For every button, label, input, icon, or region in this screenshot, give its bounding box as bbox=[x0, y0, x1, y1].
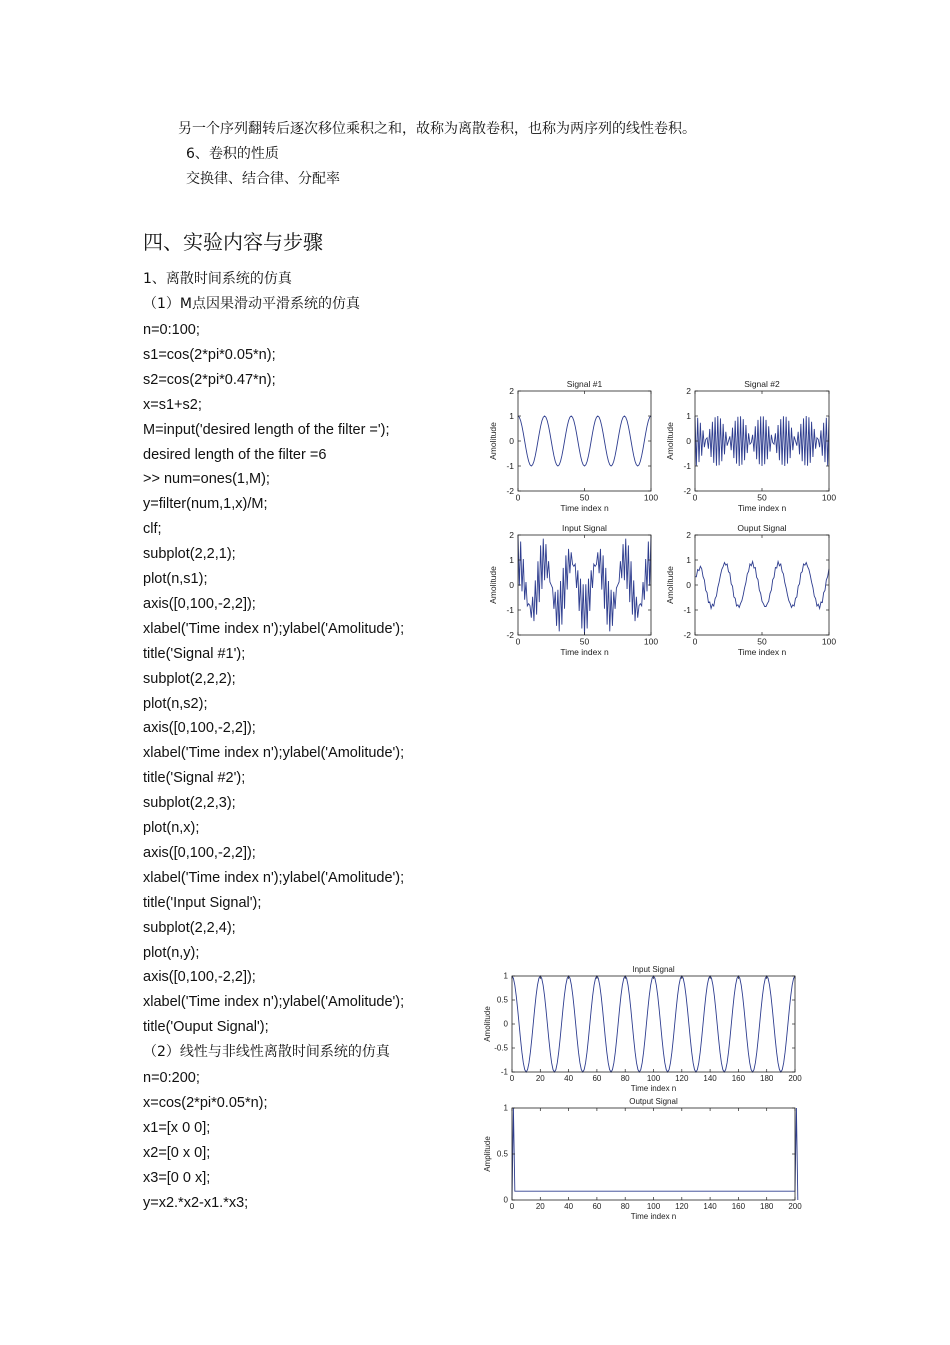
code-line: plot(n,y); bbox=[143, 944, 200, 961]
code-line: y=filter(num,1,x)/M; bbox=[143, 496, 268, 513]
x-tick-label: 140 bbox=[703, 1202, 717, 1211]
x-axis-label: Time index n bbox=[630, 1212, 677, 1221]
chart-title: Input Signal bbox=[632, 965, 675, 974]
y-tick-label: 0 bbox=[503, 1019, 508, 1029]
x-tick-label: 40 bbox=[564, 1074, 574, 1083]
x-tick-label: 120 bbox=[675, 1202, 689, 1211]
figure-moving-average bbox=[478, 370, 848, 674]
x-tick-label: 180 bbox=[760, 1202, 774, 1211]
code-line: x1=[x 0 0]; bbox=[143, 1120, 211, 1136]
code-line: xlabel('Time index n');ylabel('Amolitude'); bbox=[143, 745, 405, 762]
chart-title: Ouput Signal bbox=[737, 523, 787, 533]
code-line: s1=cos(2*pi*0.05*n); bbox=[143, 346, 276, 363]
y-tick-label: 0 bbox=[686, 579, 691, 590]
series-line bbox=[695, 416, 829, 466]
figure-2-svg bbox=[470, 958, 815, 1228]
x-tick-label: 50 bbox=[757, 492, 767, 503]
code-line: x=cos(2*pi*0.05*n); bbox=[143, 1095, 268, 1111]
code-line: >> num=ones(1,M); bbox=[143, 471, 270, 488]
y-axis-label: Amolitude bbox=[665, 422, 675, 460]
x-tick-label: 160 bbox=[731, 1202, 746, 1211]
y-tick-label: 1 bbox=[503, 1103, 508, 1113]
code-line: title('Signal #2'); bbox=[143, 770, 246, 787]
y-tick-label: 0.5 bbox=[496, 995, 508, 1005]
series-line bbox=[695, 562, 829, 609]
y-axis-label: Amplitude bbox=[483, 1136, 492, 1172]
chart-4 bbox=[665, 523, 836, 657]
code-line: title('Ouput Signal'); bbox=[143, 1019, 269, 1036]
y-tick-label: 1 bbox=[686, 554, 691, 565]
y-tick-label: 1 bbox=[686, 410, 691, 421]
plot-frame bbox=[695, 535, 829, 635]
x-tick-label: 100 bbox=[646, 1202, 661, 1211]
y-tick-label: -1 bbox=[683, 604, 691, 615]
x-tick-label: 200 bbox=[788, 1202, 802, 1211]
code-line: y=x2.*x2-x1.*x3; bbox=[143, 1195, 249, 1211]
series-line bbox=[512, 1108, 798, 1200]
x-tick-label: 0 bbox=[509, 1074, 515, 1083]
chart-title: Signal #1 bbox=[566, 379, 603, 389]
code-line: n=0:200; bbox=[143, 1070, 200, 1086]
subsection-1-title: （1）M点因果滑动平滑系统的仿真 bbox=[143, 296, 360, 312]
code-line: xlabel('Time index n');ylabel('Amolitude'); bbox=[143, 620, 405, 637]
y-axis-label: Amolitude bbox=[488, 422, 498, 460]
y-tick-label: 0 bbox=[509, 579, 514, 590]
x-tick-label: 0 bbox=[509, 1202, 515, 1211]
chart-2 bbox=[665, 379, 836, 513]
item-1-title: 1、离散时间系统的仿真 bbox=[143, 271, 292, 287]
y-tick-label: 2 bbox=[686, 385, 691, 396]
code-line: title('Input Signal'); bbox=[143, 894, 262, 911]
code-line: x=s1+s2; bbox=[143, 396, 202, 413]
x-tick-label: 20 bbox=[535, 1202, 545, 1211]
y-tick-label: 0.5 bbox=[496, 1149, 508, 1159]
x-tick-label: 200 bbox=[788, 1074, 802, 1083]
intro-line-1: 另一个序列翻转后逐次移位乘积之和，故称为离散卷积，也称为两序列的线性卷积。 bbox=[178, 121, 696, 137]
x-tick-label: 80 bbox=[620, 1202, 630, 1211]
code-line: x3=[0 0 x]; bbox=[143, 1170, 211, 1186]
chart-3 bbox=[488, 523, 658, 657]
x-tick-label: 20 bbox=[535, 1074, 545, 1083]
y-tick-label: -2 bbox=[506, 485, 514, 496]
y-tick-label: -2 bbox=[506, 629, 514, 640]
code-line: subplot(2,2,2); bbox=[143, 670, 236, 687]
y-tick-label: 2 bbox=[509, 529, 514, 540]
intro-line-3: 交换律、结合律、分配率 bbox=[186, 171, 340, 187]
chart-title: Input Signal bbox=[562, 523, 607, 533]
code-line: plot(n,x); bbox=[143, 820, 200, 836]
y-tick-label: -1 bbox=[506, 604, 514, 615]
x-tick-label: 50 bbox=[579, 492, 590, 503]
figure-1-svg bbox=[478, 370, 848, 670]
y-tick-label: 1 bbox=[503, 971, 508, 981]
y-tick-label: 0 bbox=[503, 1195, 508, 1205]
code-line: axis([0,100,-2,2]); bbox=[143, 844, 256, 861]
y-tick-label: -2 bbox=[683, 485, 691, 496]
code-line: plot(n,s2); bbox=[143, 695, 208, 712]
code-line: axis([0,100,-2,2]); bbox=[143, 595, 256, 612]
x-tick-label: 180 bbox=[760, 1074, 774, 1083]
x-tick-label: 120 bbox=[675, 1074, 689, 1083]
x-tick-label: 100 bbox=[646, 1074, 661, 1083]
x-tick-label: 100 bbox=[643, 492, 659, 503]
x-tick-label: 80 bbox=[620, 1074, 630, 1083]
plot-frame bbox=[512, 976, 795, 1072]
code-line: xlabel('Time index n');ylabel('Amolitude'); bbox=[143, 869, 405, 886]
y-axis-label: Amolitude bbox=[665, 566, 675, 604]
x-tick-label: 100 bbox=[821, 636, 837, 647]
x-tick-label: 0 bbox=[515, 492, 521, 503]
y-tick-label: 2 bbox=[509, 385, 514, 396]
plot-frame bbox=[512, 1108, 795, 1200]
x-axis-label: Time index n bbox=[630, 1084, 677, 1093]
x-axis-label: Time index n bbox=[560, 647, 609, 657]
code-line: subplot(2,2,3); bbox=[143, 795, 236, 812]
series-line bbox=[518, 416, 651, 466]
y-tick-label: -1 bbox=[506, 460, 514, 471]
y-tick-label: -0.5 bbox=[494, 1043, 508, 1053]
x-tick-label: 100 bbox=[821, 492, 837, 503]
x-tick-label: 50 bbox=[757, 636, 767, 647]
y-tick-label: 1 bbox=[509, 554, 514, 565]
chart-1 bbox=[488, 379, 658, 513]
x-tick-label: 160 bbox=[731, 1074, 746, 1083]
y-axis-label: Amolitude bbox=[483, 1006, 492, 1042]
plot-frame bbox=[695, 391, 829, 491]
code-line: n=0:100; bbox=[143, 322, 200, 338]
code-line: xlabel('Time index n');ylabel('Amolitude'); bbox=[143, 994, 405, 1011]
x-tick-label: 100 bbox=[643, 636, 659, 647]
y-axis-label: Amolitude bbox=[488, 566, 498, 604]
subsection-2-title: （2）线性与非线性离散时间系统的仿真 bbox=[143, 1044, 390, 1060]
code-line: axis([0,100,-2,2]); bbox=[143, 720, 256, 737]
x-tick-label: 0 bbox=[692, 492, 698, 503]
code-line: x2=[0 x 0]; bbox=[143, 1145, 211, 1161]
section-heading: 四、实验内容与步骤 bbox=[143, 230, 323, 254]
x-tick-label: 60 bbox=[592, 1202, 602, 1211]
code-line: axis([0,100,-2,2]); bbox=[143, 969, 256, 986]
y-tick-label: 0 bbox=[686, 435, 691, 446]
code-line: desired length of the filter =6 bbox=[143, 446, 327, 463]
code-line: clf; bbox=[143, 521, 162, 538]
code-line: title('Signal #1'); bbox=[143, 645, 246, 662]
code-line: plot(n,s1); bbox=[143, 571, 208, 587]
chart-5 bbox=[483, 965, 802, 1093]
x-tick-label: 50 bbox=[579, 636, 590, 647]
intro-line-2: 6、卷积的性质 bbox=[186, 146, 279, 162]
x-tick-label: 0 bbox=[515, 636, 521, 647]
code-line: M=input('desired length of the filter ='); bbox=[143, 421, 390, 438]
x-axis-label: Time index n bbox=[737, 647, 787, 657]
x-tick-label: 60 bbox=[592, 1074, 602, 1083]
x-tick-label: 0 bbox=[692, 636, 698, 647]
code-line: subplot(2,2,4); bbox=[143, 919, 236, 936]
chart-6 bbox=[483, 1097, 802, 1221]
code-line: s2=cos(2*pi*0.47*n); bbox=[143, 371, 276, 388]
x-axis-label: Time index n bbox=[737, 503, 787, 513]
code-line: subplot(2,2,1); bbox=[143, 546, 236, 563]
x-tick-label: 40 bbox=[564, 1202, 574, 1211]
series-line bbox=[518, 535, 651, 635]
chart-title: Output Signal bbox=[629, 1097, 678, 1106]
y-tick-label: 0 bbox=[509, 435, 514, 446]
x-axis-label: Time index n bbox=[560, 503, 609, 513]
y-tick-label: -1 bbox=[683, 460, 691, 471]
y-tick-label: 2 bbox=[686, 529, 691, 540]
y-tick-label: 1 bbox=[509, 410, 514, 421]
x-tick-label: 140 bbox=[703, 1074, 717, 1083]
y-tick-label: -2 bbox=[683, 629, 691, 640]
series-line bbox=[512, 976, 795, 1072]
figure-nonlinear-system bbox=[470, 958, 815, 1232]
chart-title: Signal #2 bbox=[744, 379, 780, 389]
y-tick-label: -1 bbox=[500, 1067, 508, 1077]
